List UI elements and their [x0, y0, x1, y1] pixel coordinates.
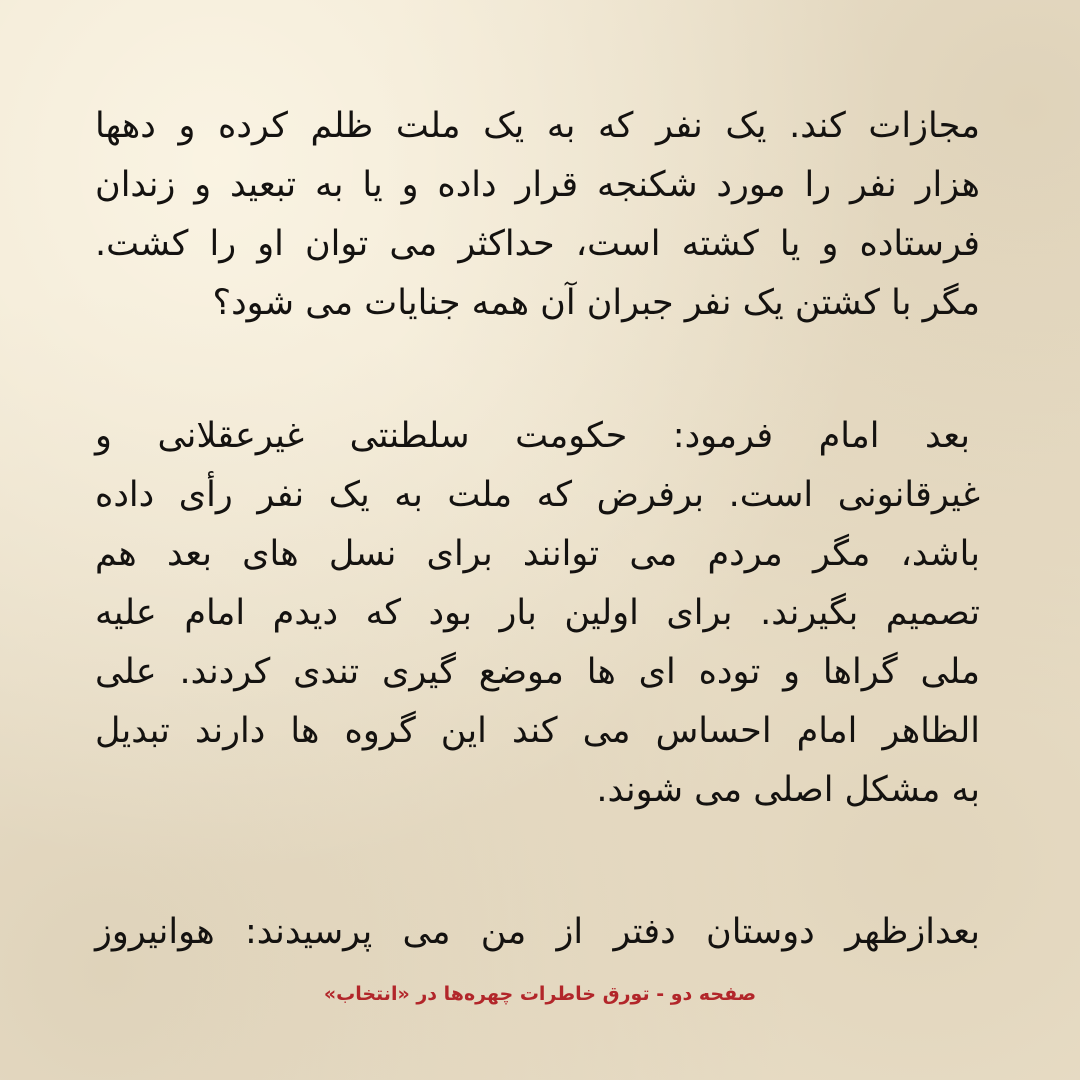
text-line: باشد، مگر مردم می توانند برای نسل های بعد هم — [95, 534, 980, 574]
text-line: مگر با کشتن یک نفر جبران آن همه جنایات می شود؟ — [212, 283, 980, 323]
text-line: به مشکل اصلی می شوند. — [596, 770, 980, 810]
text-line: بعد امام فرمود: حکومت سلطنتی غیرعقلانی و — [95, 416, 970, 456]
text-line: ملی گراها و توده ای ها موضع گیری تندی کردند. علی — [95, 652, 980, 692]
text-line: تصمیم بگیرند. برای اولین بار بود که دیدم امام علیه — [95, 593, 980, 633]
text-line: فرستاده و یا کشته است، حداکثر می توان او را کشت. — [95, 224, 980, 264]
text-line: مجازات کند. یک نفر که به یک ملت ظلم کرده و دهها — [95, 106, 980, 146]
text-line: الظاهر امام احساس می کند این گروه ها دارند تبدیل — [95, 711, 980, 751]
text-line: هزار نفر را مورد شکنجه قرار داده و یا به تبعید و زندان — [95, 165, 980, 205]
text-line: غیرقانونی است. برفرض که ملت به یک نفر رأی داده — [95, 475, 980, 515]
text-line: بعدازظهر دوستان دفتر از من می پرسیدند: هوانیروز — [95, 912, 980, 952]
page-footer-caption: صفحه دو - تورق خاطرات چهره‌ها در «انتخاب» — [323, 983, 757, 1005]
